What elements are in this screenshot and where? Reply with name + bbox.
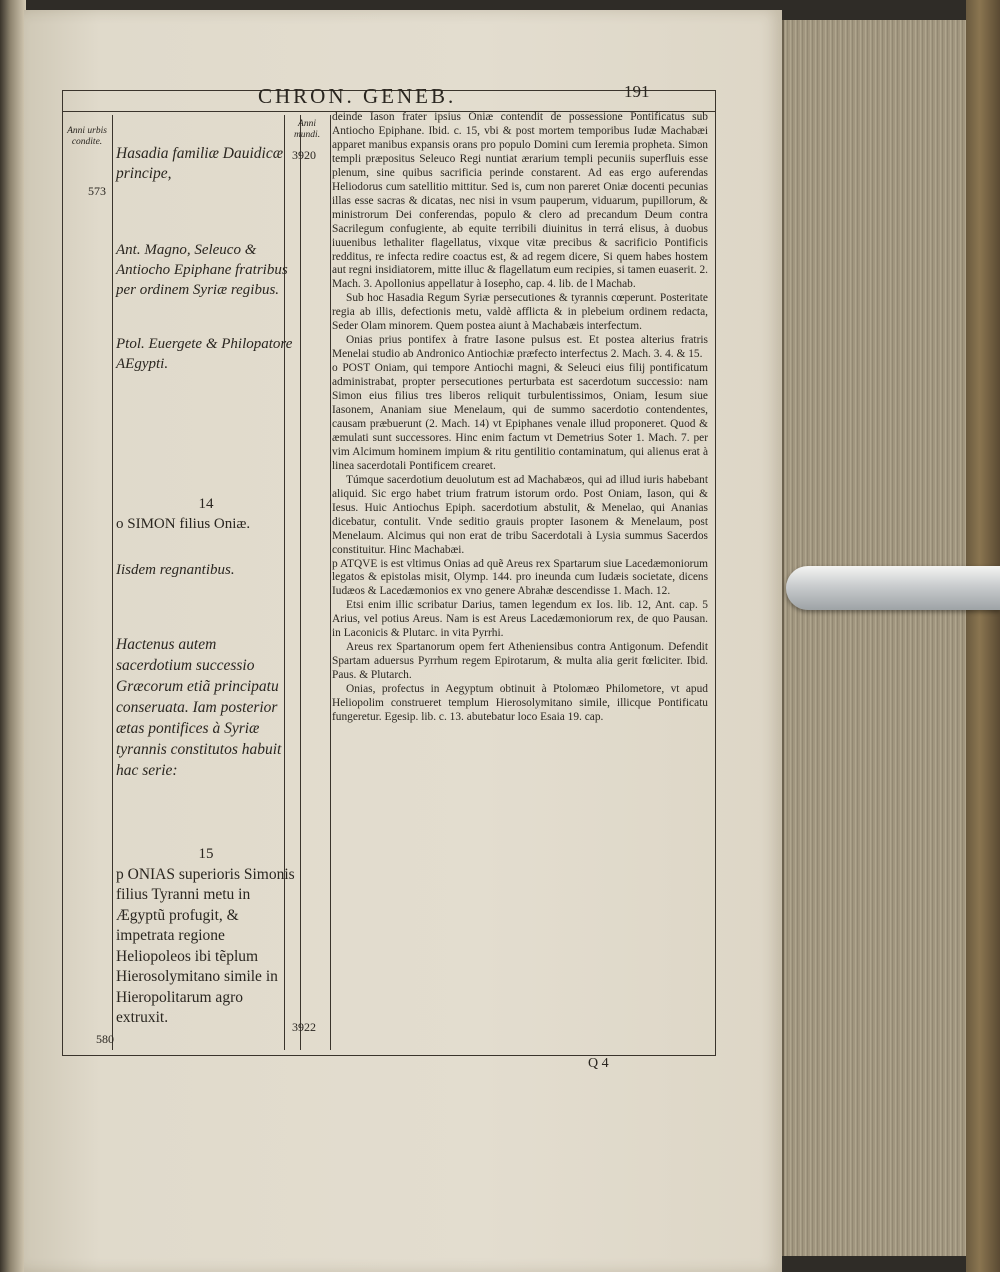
signature-mark: Q 4 [588,1056,609,1071]
facing-page-edge [0,0,26,1272]
folio-number: 191 [624,82,650,101]
main-paragraph-3: Onias prius pontifex à fratre Iasone pulsus est. Et postea alterius fratris Menelai studio ab Andronico Antiochiæ præfecto interfectus 2. Mach. 3. 4. & 15. [332,334,708,361]
column-rule-4 [330,115,331,1050]
col-head-left: Anni urbis condite. [67,126,107,147]
year-3920: 3920 [292,148,316,162]
entry-number-15: 15 [198,846,214,862]
middle-entry-4 [116,494,296,534]
main-paragraph-4: o POST Oniam, qui tempore Antiochi magni, & Seleuci eius filij pontificatum administrabat, propter persecutiones perturbata est sacerdotum successio: nam Simon eius filius tres liberos reliquit turbulentissimos, Oniam, Iesum siue Iasonem, Ananiam siue Menelaum, qui de summo sacerdotio contendentes, causam præbuerunt (2. Mach. 14) vt Epiphanes venale illud proponeret. Quod & æmulati sunt successores. Hinc enim factum vt Demetrius Soter 1. Mach. 7. per vim Alcimum hominem impium & ritu gentilitio contaminatum, qui alienus erat à linea sacerdotali Pontificem crearet. [332,362,708,472]
year-3922: 3922 [292,1020,316,1034]
year-580: 580 [96,1032,114,1046]
entry-simon: o SIMON filius Oniæ. [116,516,251,532]
entry-number-14: 14 [198,496,214,512]
middle-entry-3: Ptol. Euergete & Philopatore AEgypti. [116,336,293,372]
middle-entry-6: Hactenus autem sacerdotium successio Græcorum etiã principatu conseruata. Iam posterior ætas pontifices à Syriæ tyrannis constitutos habuit hac serie: [116,636,282,779]
main-paragraph-8: Areus rex Spartanorum opem fert Atheniensibus contra Antigonum. Defendit Spartam aduersus Pyrrhum regem Epirotarum, & multa alia gerit fœliciter. Ibid. Paus. & Plutarch. [332,641,708,682]
main-text-column [332,111,708,725]
middle-entry-2: Ant. Magno, Seleuco & Antiocho Epiphane fratribus per ordinem Syriæ regibus. [116,242,288,298]
main-paragraph-9: Onias, profectus in Aegyptum obtinuit à Ptolomæo Philometore, vt apud Heliopolim construeret templum Hierosolymitano simile, illicque Pontificatu fungeretur. Egesip. lib. c. 13. abutebatur loco Esaia 19. cap. [332,683,708,723]
main-paragraph-6: p ATQVE is est vltimus Onias ad quẽ Areus rex Spartarum siue Lacedæmoniorum legatos & epistolas misit, Olymp. 144. pro ineunda cum Iudæis societate, dicens Iudæos & Lacedæmonios ex vno genere Abrahæ descendisse 1. Mach. 12. [332,557,708,598]
middle-entry-5: Iisdem regnantibus. [116,562,235,578]
running-head: CHRON. GENEB. [258,84,457,108]
column-rule-1 [112,115,113,1050]
main-paragraph-7: Etsi enim illic scribatur Darius, tamen legendum ex Ios. lib. 12, Ant. cap. 5 Arius, vel potius Areus. Nam is est Areus Lacedæmoniorum rex, de quo Pausan. in Laconicis & Plutarc. in vita Pyrrhi. [332,599,708,640]
middle-entry-7 [116,844,296,1029]
entry-onias: p ONIAS superioris Simonis filius Tyranni metu in Ægyptũ profugit, & impetrata regione Heliopoleos ibi tẽplum Hierosolymitano simile in Hieropolitarum agro extruxit. [116,865,295,1026]
main-paragraph-5: Túmque sacerdotium deuolutum est ad Machabæos, qui ad illud iuris habebant aliquid. Sic ergo habet trium fratrum istorum ordo. Post Oniam, Iason, qui & Iesus. Huic Antiochus Epiph. sacerdotium abstulit, & Menelao, qui Ananias dicebatur, contulit. Vnde seditio grauis propter Iasonem & Menelaum, post Menelaum. Alcimus qui non erat de tribu Sacerdotali à Lysia summus Sacerdos constituitur. Hinc Machabæi. [332,473,708,556]
main-paragraph-1: deinde Iason frater ipsius Oniæ contendit de possessione Pontificatus sub Antiocho Epiphane. Ibid. c. 15, vbi & post mortem temporibus Iudæ Machabæi apparet manibus expansis orans pro populo Domini cum Ieremia propheta. Simon templi præpositus Seleuco Regi nuntiat ærarium templi pecuniis superfluis esse plenum, sine quibus sacrificia perinde constarent. Ad eas ergo auferendas Heliodorus cum satellitio mittitur. Sed is, cum non pareret Oniæ docenti pecunias illas esse sacras & dicatas, nec nisi in vsum pauperum, viduarum, pupillorum, & ministrorum Dei conferendas, populo & clero ad precandum Deum contra Sacrilegum confugiente, ab equite terribili diuinitus in terrá elisus, à duobus iuuenibus lethaliter flagellatus, vixque vitæ precibus & sacrificio Pontificis redditus, re infecta redire coactus est, & ad regem dicere, Si quem habes hostem aut regni insidiatorem, mitte illuc & flagellatum eum recipies, si tamen euaserit. 2. Mach. 3. Apollonius appellatur à Iosepho, cap. 4. lib. de l Machab. [332,111,708,291]
pen-holder [786,566,1000,610]
main-paragraph-2: Sub hoc Hasadia Regum Syriæ persecutiones & tyrannis cœperunt. Posteritate regia ab illis, defectionis metu, valdè afflicta & in plebeium ordinem redacta, Seder Olam minorem. Quem postea aiunt à Machabæis interfectum. [332,292,708,333]
column-rule-3 [300,115,301,1050]
year-573: 573 [88,184,106,198]
middle-entry-1: Hasadia familiæ Dauidicæ principe, [116,145,284,182]
col-head-right: Anni mundi. [293,119,321,140]
book-cover [966,0,1000,1272]
page-block-edge [782,20,968,1256]
